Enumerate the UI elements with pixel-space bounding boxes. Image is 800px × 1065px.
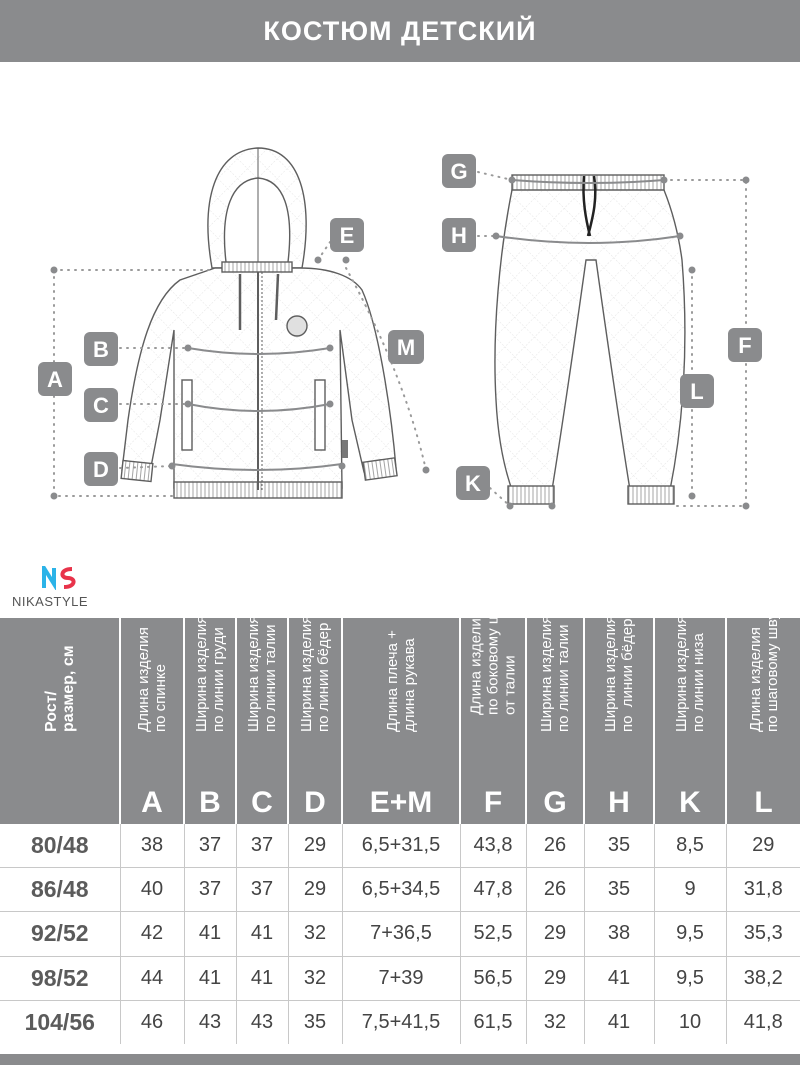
value-cell: 61,5 [460,1000,526,1044]
svg-text:F: F [738,333,752,358]
value-cell: 9 [654,868,726,912]
header-B: Ширина изделия по линии груди B [184,618,236,824]
header-size: Рост/ размер, см [0,618,120,824]
label-M [388,330,424,364]
value-cell: 7+36,5 [342,912,460,956]
table-row [0,956,800,1000]
value-cell: 32 [288,956,342,1000]
value-cell: 38 [584,912,654,956]
svg-text:A: A [47,367,63,392]
value-cell: 10 [654,1000,726,1044]
value-cell: 35,3 [726,912,800,956]
label-C [84,388,118,422]
svg-text:B: B [93,337,109,362]
label-A [38,362,72,396]
svg-text:K: K [465,471,481,496]
value-cell: 9,5 [654,956,726,1000]
table-row [0,868,800,912]
value-cell: 41,8 [726,1000,800,1044]
value-cell: 41 [184,912,236,956]
size-cell: 92/52 [0,912,120,956]
header-F: Длина изделия по боковому шву от талии F [460,618,526,824]
value-cell: 8,5 [654,824,726,868]
value-cell: 41 [236,956,288,1000]
label-D [84,452,118,486]
value-cell: 43 [184,1000,236,1044]
value-cell: 40 [120,868,184,912]
svg-text:D: D [93,457,109,482]
value-cell: 35 [584,824,654,868]
value-cell: 29 [526,956,584,1000]
value-cell: 35 [584,868,654,912]
garment-illustration [0,62,800,552]
table-row [0,1000,800,1044]
value-cell: 26 [526,824,584,868]
label-B [84,332,118,366]
value-cell: 37 [184,824,236,868]
value-cell: 52,5 [460,912,526,956]
header-H: Ширина изделия по линии бёдер H [584,618,654,824]
header-K: Ширина изделия по линии низа K [654,618,726,824]
label-E [330,218,364,252]
value-cell: 7+39 [342,956,460,1000]
brand-logo [12,564,112,614]
size-cell: 80/48 [0,824,120,868]
value-cell: 43,8 [460,824,526,868]
value-cell: 35 [288,1000,342,1044]
value-cell: 26 [526,868,584,912]
value-cell: 38,2 [726,956,800,1000]
page-title: КОСТЮМ ДЕТСКИЙ [263,15,537,46]
value-cell: 56,5 [460,956,526,1000]
page-header [0,0,800,62]
header-L: Длина изделия по шаговому шву L [726,618,800,824]
value-cell: 41 [584,956,654,1000]
value-cell: 29 [288,868,342,912]
value-cell: 42 [120,912,184,956]
svg-text:C: C [93,393,109,418]
header-EM: Длина плеча + длина рукава E+M [342,618,460,824]
value-cell: 32 [288,912,342,956]
value-cell: 38 [120,824,184,868]
header-G: Ширина изделия по линии талии G [526,618,584,824]
value-cell: 41 [184,956,236,1000]
value-cell: 41 [584,1000,654,1044]
value-cell: 6,5+34,5 [342,868,460,912]
table-row [0,824,800,868]
footer-bar [0,1054,800,1065]
value-cell: 37 [236,824,288,868]
svg-text:L: L [690,379,704,404]
value-cell: 47,8 [460,868,526,912]
value-cell: 9,5 [654,912,726,956]
value-cell: 37 [236,868,288,912]
value-cell: 6,5+31,5 [342,824,460,868]
pants-drawing [495,175,685,504]
table-row [0,912,800,956]
header-A: Длина изделия по спинке A [120,618,184,824]
value-cell: 31,8 [726,868,800,912]
value-cell: 37 [184,868,236,912]
label-F [728,328,762,362]
svg-text:H: H [451,223,467,248]
svg-text:M: M [396,335,416,360]
header-D: Ширина изделия по линии бёдер D [288,618,342,824]
value-cell: 46 [120,1000,184,1044]
value-cell: 29 [526,912,584,956]
svg-text:G: G [450,159,468,184]
size-cell: 86/48 [0,868,120,912]
label-H [442,218,476,252]
value-cell: 32 [526,1000,584,1044]
value-cell: 44 [120,956,184,1000]
value-cell: 29 [288,824,342,868]
jacket-drawing [121,148,397,498]
value-cell: 43 [236,1000,288,1044]
value-cell: 41 [236,912,288,956]
label-G [442,154,476,188]
size-cell: 98/52 [0,956,120,1000]
value-cell: 7,5+41,5 [342,1000,460,1044]
brand-name: NIKASTYLE [12,594,89,609]
size-cell: 104/56 [0,1000,120,1044]
label-L [680,374,714,408]
header-C: Ширина изделия по линии талии C [236,618,288,824]
logo-icon [42,566,82,590]
value-cell: 29 [752,834,775,857]
svg-text:E: E [339,223,355,248]
table-header-row [0,618,800,824]
label-K [456,466,490,500]
